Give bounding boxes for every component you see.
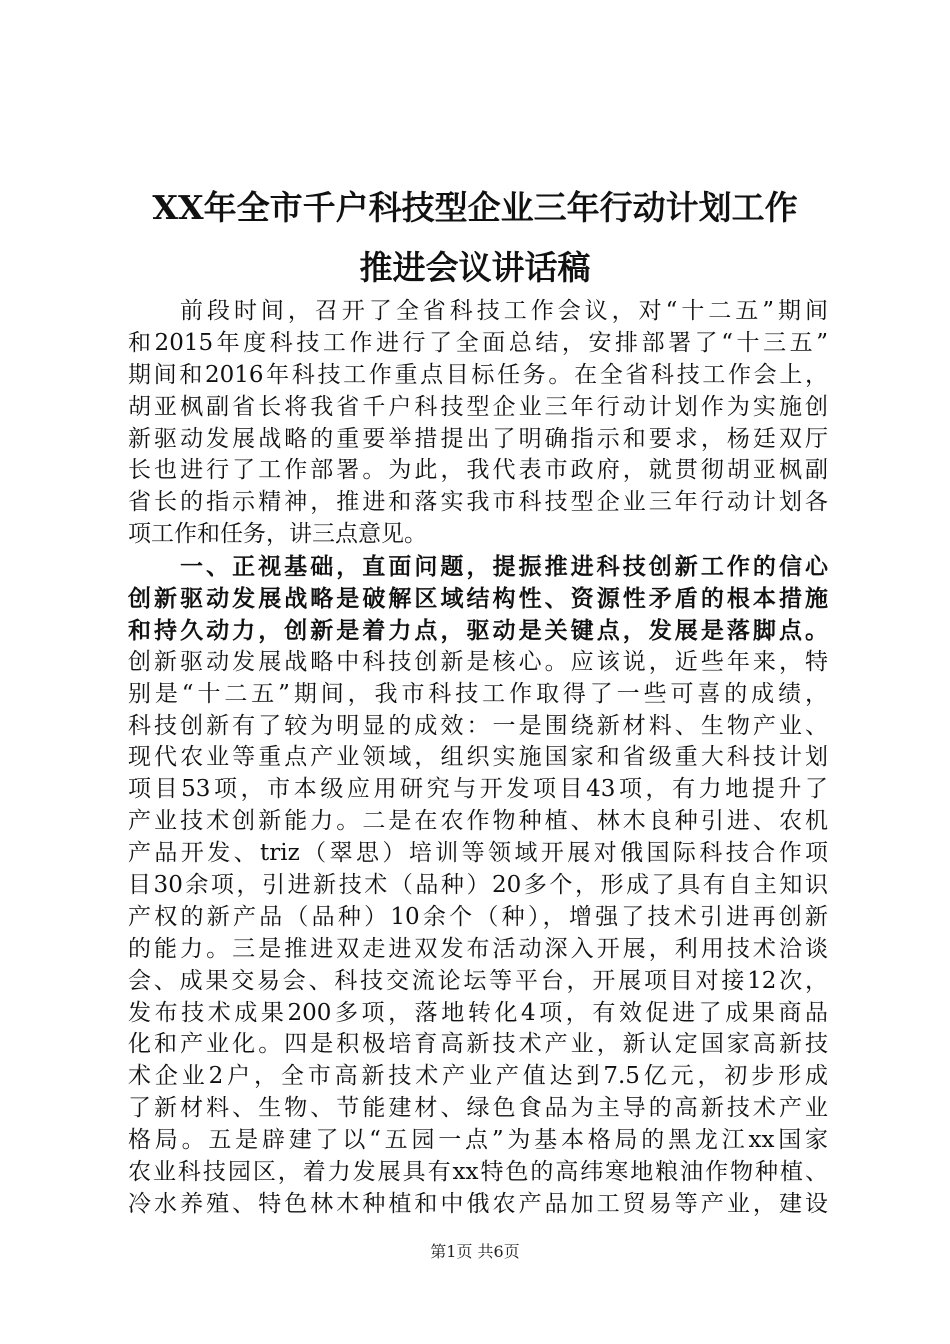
paragraph-line: 产业技术创新能力。二是在农作物种植、林木良种引进、农机 [128, 808, 828, 835]
paragraph-line: 和2015年度科技工作进行了全面总结，安排部署了“十三五” [128, 329, 828, 356]
paragraph-line: 农业科技园区，着力发展具有xx特色的高纬寒地粮油作物种植、 [128, 1159, 828, 1186]
paragraph-line: 长也进行了工作部署。为此，我代表市政府，就贯彻胡亚枫副 [128, 457, 828, 484]
paragraph-line: 省长的指示精神，推进和落实我市科技型企业三年行动计划各 [128, 489, 828, 516]
paragraph-line: 化和产业化。四是积极培育高新技术产业，新认定国家高新技 [128, 1031, 828, 1058]
paragraph-line: 冷水养殖、特色林木种植和中俄农产品加工贸易等产业，建设 [128, 1190, 828, 1217]
bold-paragraph-line: 和持久动力，创新是着力点，驱动是关键点，发展是落脚点。 [128, 616, 828, 644]
page-footer: 第1页 共6页 [430, 1242, 520, 1261]
paragraph-line: 产品开发、triz（翠思）培训等领域开展对俄国际科技合作项 [128, 840, 828, 867]
paragraph-line: 的能力。三是推进双走进双发布活动深入开展，利用技术洽谈 [128, 935, 828, 962]
paragraph-line: 发布技术成果200多项，落地转化4项，有效促进了成果商品 [128, 999, 828, 1026]
paragraph-line: 期间和2016年科技工作重点目标任务。在全省科技工作会上， [128, 361, 828, 388]
paragraph-line: 现代农业等重点产业领域，组织实施国家和省级重大科技计划 [128, 744, 828, 771]
paragraph-line: 前段时间，召开了全省科技工作会议，对“十二五”期间 [180, 298, 828, 324]
paragraph-line: 新驱动发展战略的重要举措提出了明确指示和要求，杨廷双厅 [128, 425, 828, 452]
document-body [128, 296, 828, 1221]
paragraph-line: 术企业2户，全市高新技术产业产值达到7.5亿元，初步形成 [128, 1063, 828, 1090]
paragraph-line: 科技创新有了较为明显的成效：一是围绕新材料、生物产业、 [128, 712, 828, 739]
paragraph-line: 创新驱动发展战略中科技创新是核心。应该说，近些年来，特 [128, 648, 828, 675]
document-title-line-2: 推进会议讲话稿 [359, 248, 591, 287]
paragraph-line: 别是“十二五”期间，我市科技工作取得了一些可喜的成绩， [128, 680, 828, 707]
paragraph-line: 胡亚枫副省长将我省千户科技型企业三年行动计划作为实施创 [128, 393, 828, 420]
paragraph-line: 项工作和任务，讲三点意见。 [128, 521, 427, 548]
paragraph-line: 格局。五是辟建了以“五园一点”为基本格局的黑龙江xx国家 [128, 1127, 828, 1154]
paragraph-line: 项目53项，市本级应用研究与开发项目43项，有力地提升了 [128, 776, 828, 803]
bold-paragraph-line: 创新驱动发展战略是破解区域结构性、资源性矛盾的根本措施 [128, 585, 828, 613]
document-title-line-1: XX年全市千户科技型企业三年行动计划工作 [152, 188, 798, 227]
paragraph-line: 产权的新产品（品种）10余个（种），增强了技术引进再创新 [128, 903, 828, 930]
section-heading: 一、正视基础，直面问题，提振推进科技创新工作的信心 [180, 553, 828, 581]
paragraph-line: 目30余项，引进新技术（品种）20多个，形成了具有自主知识 [128, 872, 828, 899]
paragraph-line: 了新材料、生物、节能建材、绿色食品为主导的高新技术产业 [128, 1095, 828, 1122]
paragraph-line: 会、成果交易会、科技交流论坛等平台，开展项目对接12次， [128, 967, 828, 994]
